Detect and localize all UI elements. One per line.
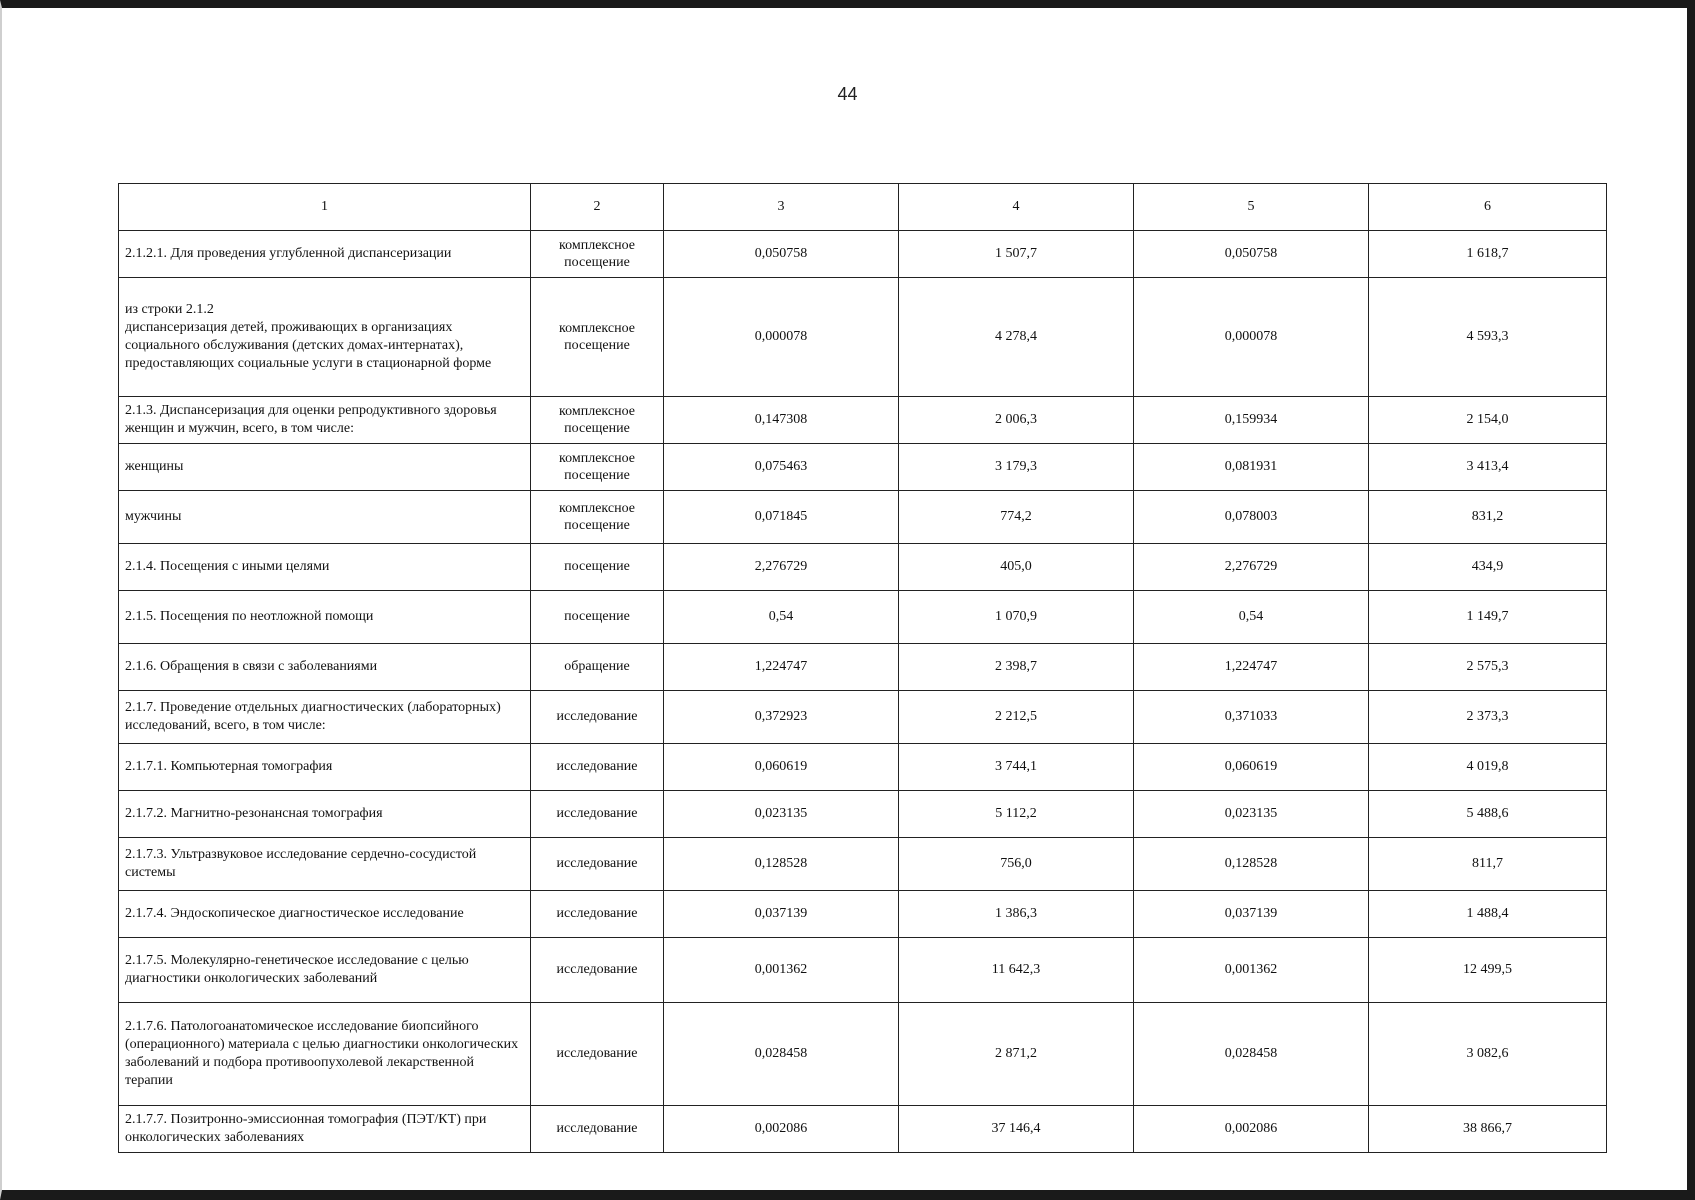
header-cell-3: 3 (664, 184, 899, 231)
value-cell: 3 413,4 (1369, 444, 1607, 491)
value-cell: 0,037139 (664, 891, 899, 938)
table-row (119, 444, 1607, 491)
value-cell: 2,276729 (1134, 544, 1369, 591)
value-cell: 1,224747 (1134, 644, 1369, 691)
unit-cell: посещение (531, 544, 664, 591)
table-row (119, 791, 1607, 838)
row-label: 2.1.7.4. Эндоскопическое диагностическое исследование (119, 891, 531, 938)
value-cell: 2 575,3 (1369, 644, 1607, 691)
header-row (119, 184, 1607, 231)
value-cell: 0,050758 (1134, 231, 1369, 278)
value-cell: 0,128528 (1134, 838, 1369, 891)
row-label: 2.1.7.3. Ультразвуковое исследование сердечно-сосудистой системы (119, 838, 531, 891)
value-cell: 4 593,3 (1369, 278, 1607, 397)
value-cell: 1,224747 (664, 644, 899, 691)
value-cell: 38 866,7 (1369, 1106, 1607, 1153)
row-label: 2.1.3. Диспансеризация для оценки репродуктивного здоровья женщин и мужчин, всего, в том числе: (119, 397, 531, 444)
value-cell: 0,037139 (1134, 891, 1369, 938)
value-cell: 0,371033 (1134, 691, 1369, 744)
row-label: 2.1.7.7. Позитронно-эмиссионная томография (ПЭТ/КТ) при онкологических заболеваниях (119, 1106, 531, 1153)
value-cell: 0,050758 (664, 231, 899, 278)
table-row (119, 544, 1607, 591)
value-cell: 0,060619 (1134, 744, 1369, 791)
row-label: 2.1.7. Проведение отдельных диагностических (лабораторных) исследований, всего, в том числе: (119, 691, 531, 744)
value-cell: 2 212,5 (899, 691, 1134, 744)
value-cell: 0,023135 (664, 791, 899, 838)
value-cell: 5 112,2 (899, 791, 1134, 838)
table-row (119, 891, 1607, 938)
value-cell: 0,075463 (664, 444, 899, 491)
row-label: 2.1.7.5. Молекулярно-генетическое исследование с целью диагностики онкологических заболеваний (119, 938, 531, 1003)
row-label: из строки 2.1.2 диспансеризация детей, проживающих в организациях социального обслуживания (детских домах-интернатах), предоставляющих социальные услуги в стационарной форме (119, 278, 531, 397)
value-cell: 1 507,7 (899, 231, 1134, 278)
value-cell: 2 006,3 (899, 397, 1134, 444)
table-container (118, 183, 1606, 1153)
value-cell: 0,028458 (664, 1003, 899, 1106)
value-cell: 811,7 (1369, 838, 1607, 891)
value-cell: 0,060619 (664, 744, 899, 791)
value-cell: 434,9 (1369, 544, 1607, 591)
value-cell: 3 744,1 (899, 744, 1134, 791)
value-cell: 1 386,3 (899, 891, 1134, 938)
value-cell: 405,0 (899, 544, 1134, 591)
header-cell-4: 4 (899, 184, 1134, 231)
unit-cell: комплексное посещение (531, 444, 664, 491)
value-cell: 0,000078 (1134, 278, 1369, 397)
value-cell: 2 373,3 (1369, 691, 1607, 744)
unit-cell: обращение (531, 644, 664, 691)
value-cell: 0,002086 (1134, 1106, 1369, 1153)
table-row (119, 231, 1607, 278)
row-label: мужчины (119, 491, 531, 544)
row-label: 2.1.4. Посещения с иными целями (119, 544, 531, 591)
table-row (119, 838, 1607, 891)
value-cell: 4 278,4 (899, 278, 1134, 397)
unit-cell: исследование (531, 838, 664, 891)
value-cell: 3 179,3 (899, 444, 1134, 491)
value-cell: 2,276729 (664, 544, 899, 591)
table-row (119, 278, 1607, 397)
unit-cell: посещение (531, 591, 664, 644)
value-cell: 2 154,0 (1369, 397, 1607, 444)
row-label: 2.1.7.6. Патологоанатомическое исследование биопсийного (операционного) материала с целью диагностики онкологических заболеваний и подбора противоопухолевой лекарственной терапии (119, 1003, 531, 1106)
unit-cell: комплексное посещение (531, 231, 664, 278)
value-cell: 0,001362 (664, 938, 899, 1003)
value-cell: 0,001362 (1134, 938, 1369, 1003)
value-cell: 0,147308 (664, 397, 899, 444)
data-table (118, 183, 1607, 1153)
value-cell: 0,081931 (1134, 444, 1369, 491)
value-cell: 0,128528 (664, 838, 899, 891)
unit-cell: исследование (531, 744, 664, 791)
header-cell-1: 1 (119, 184, 531, 231)
unit-cell: комплексное посещение (531, 278, 664, 397)
value-cell: 2 871,2 (899, 1003, 1134, 1106)
unit-cell: комплексное посещение (531, 491, 664, 544)
value-cell: 0,372923 (664, 691, 899, 744)
row-label: 2.1.7.1. Компьютерная томография (119, 744, 531, 791)
value-cell: 12 499,5 (1369, 938, 1607, 1003)
row-label: 2.1.6. Обращения в связи с заболеваниями (119, 644, 531, 691)
value-cell: 0,002086 (664, 1106, 899, 1153)
table-row (119, 938, 1607, 1003)
value-cell: 0,078003 (1134, 491, 1369, 544)
header-cell-5: 5 (1134, 184, 1369, 231)
value-cell: 0,071845 (664, 491, 899, 544)
value-cell: 831,2 (1369, 491, 1607, 544)
table-row (119, 644, 1607, 691)
unit-cell: исследование (531, 891, 664, 938)
value-cell: 0,000078 (664, 278, 899, 397)
unit-cell: исследование (531, 791, 664, 838)
row-label: 2.1.2.1. Для проведения углубленной диспансеризации (119, 231, 531, 278)
value-cell: 1 070,9 (899, 591, 1134, 644)
unit-cell: комплексное посещение (531, 397, 664, 444)
row-label: 2.1.5. Посещения по неотложной помощи (119, 591, 531, 644)
value-cell: 1 149,7 (1369, 591, 1607, 644)
value-cell: 0,023135 (1134, 791, 1369, 838)
value-cell: 0,54 (664, 591, 899, 644)
page-number: 44 (837, 84, 858, 104)
value-cell: 2 398,7 (899, 644, 1134, 691)
unit-cell: исследование (531, 938, 664, 1003)
table-row (119, 744, 1607, 791)
value-cell: 0,54 (1134, 591, 1369, 644)
unit-cell: исследование (531, 1003, 664, 1106)
table-row (119, 591, 1607, 644)
value-cell: 37 146,4 (899, 1106, 1134, 1153)
value-cell: 1 488,4 (1369, 891, 1607, 938)
value-cell: 3 082,6 (1369, 1003, 1607, 1106)
value-cell: 0,159934 (1134, 397, 1369, 444)
table-row (119, 491, 1607, 544)
header-cell-6: 6 (1369, 184, 1607, 231)
table-row (119, 397, 1607, 444)
table-row (119, 1106, 1607, 1153)
unit-cell: исследование (531, 691, 664, 744)
value-cell: 5 488,6 (1369, 791, 1607, 838)
value-cell: 1 618,7 (1369, 231, 1607, 278)
header-cell-2: 2 (531, 184, 664, 231)
row-label: 2.1.7.2. Магнитно-резонансная томография (119, 791, 531, 838)
table-row (119, 1003, 1607, 1106)
unit-cell: исследование (531, 1106, 664, 1153)
table-row (119, 691, 1607, 744)
row-label: женщины (119, 444, 531, 491)
value-cell: 4 019,8 (1369, 744, 1607, 791)
value-cell: 11 642,3 (899, 938, 1134, 1003)
value-cell: 756,0 (899, 838, 1134, 891)
value-cell: 774,2 (899, 491, 1134, 544)
value-cell: 0,028458 (1134, 1003, 1369, 1106)
